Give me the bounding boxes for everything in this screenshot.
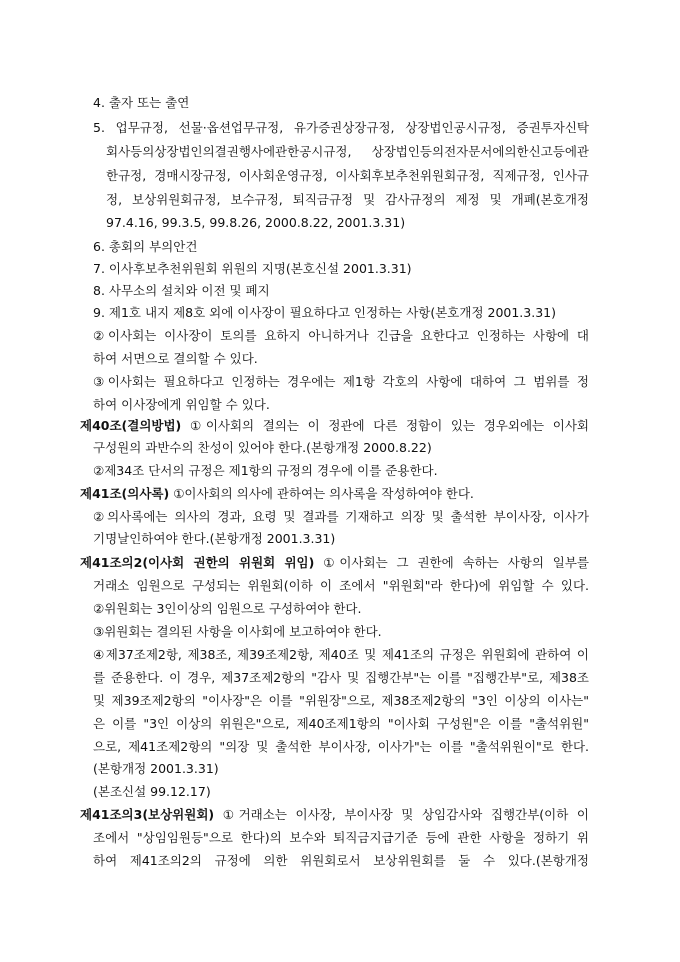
para-3-line-2: 하여 이사장에게 위임할 수 있다. bbox=[93, 397, 270, 412]
new-article-note: (본조신설 99.12.17) bbox=[93, 784, 211, 799]
article-41-2-para-4-line-5: 으로, 제41조제2항의 "의장 및 출석한 부이사장, 이사가"는 이를 "출석위원이"로 한다. bbox=[93, 739, 589, 754]
article-41-3-heading: 제41조의3(보상위원회) bbox=[80, 807, 215, 822]
item-4: 4. 출자 또는 출연 bbox=[93, 95, 190, 110]
para-2-line-2: 하여 서면으로 결의할 수 있다. bbox=[93, 351, 258, 366]
item-5-line-5: 97.4.16, 99.3.5, 99.8.26, 2000.8.22, 2001.3.31) bbox=[106, 215, 406, 230]
article-41-2-line-1 bbox=[80, 555, 589, 571]
article-40-text: ①이사회의 결의는 이 정관에 다른 정함이 있는 경우외에는 이사회 bbox=[189, 418, 589, 433]
article-41-2-text: ①이사회는 그 권한에 속하는 사항의 일부를 bbox=[323, 555, 590, 570]
article-41-text: ①이사회의 의사에 관하여는 의사록을 작성하여야 한다. bbox=[173, 486, 474, 501]
item-8: 8. 사무소의 설치와 이전 및 폐지 bbox=[93, 283, 270, 298]
article-41-2-para-4-line-4: 은 이를 "3인 이상의 위원은"으로, 제40조제1항의 "이사회 구성원"은 이를 "출석위원" bbox=[93, 716, 589, 731]
article-41-2-para-4-line-1: ④제37조제2항, 제38조, 제39조제2항, 제40조 및 제41조의 규정은 위원회에 관하여 이 bbox=[93, 647, 589, 662]
article-41-2-heading: 제41조의2(이사회 권한의 위원회 위임) bbox=[80, 555, 315, 570]
article-41-para-2-line-1: ②의사록에는 의사의 경과, 요령 및 결과를 기재하고 의장 및 출석한 부이사장, 이사가 bbox=[93, 509, 589, 524]
article-41-3-text: ①거래소는 이사장, 부이사장 및 상임감사와 집행간부(이하 이 bbox=[222, 807, 589, 822]
article-41-2-line-2: 거래소 임원으로 구성되는 위원회(이하 이 조에서 "위원회"라 한다)에 위임할 수 있다. bbox=[93, 578, 589, 593]
article-40-line-2: 구성원의 과반수의 찬성이 있어야 한다.(본항개정 2000.8.22) bbox=[93, 440, 432, 455]
article-41-2-para-2: ②위원회는 3인이상의 임원으로 구성하여야 한다. bbox=[93, 601, 362, 616]
amendment-note: (본항개정 2001.3.31) bbox=[93, 761, 219, 776]
article-41-3-line-1 bbox=[80, 807, 589, 823]
item-5-line-2: 회사등의상장법인의결권행사에관한공시규정, 상장법인등의전자문서에의한신고등에관 bbox=[106, 144, 589, 159]
article-40-line-1 bbox=[80, 418, 589, 434]
item-9: 9. 제1호 내지 제8호 외에 이사장이 필요하다고 인정하는 사항(본호개정 2001.3.31) bbox=[93, 305, 556, 320]
article-40-heading: 제40조(결의방법) bbox=[80, 418, 182, 433]
article-40-para-2: ②제34조 단서의 규정은 제1항의 규정의 경우에 이를 준용한다. bbox=[93, 463, 438, 478]
article-41-2-para-4-line-2: 를 준용한다. 이 경우, 제37조제2항의 "감사 및 집행간부"는 이를 "집행간부"로, 제38조 bbox=[93, 670, 589, 685]
item-6: 6. 총회의 부의안건 bbox=[93, 239, 198, 254]
para-3-line-1: ③이사회는 필요하다고 인정하는 경우에는 제1항 각호의 사항에 대하여 그 범위를 정 bbox=[93, 374, 589, 389]
item-5-line-1: 5. 업무규정, 선물·옵션업무규정, 유가증권상장규정, 상장법인공시규정, 증권투자신탁 bbox=[93, 120, 589, 135]
article-41-heading: 제41조(의사록) bbox=[80, 486, 170, 501]
para-2-line-1: ②이사회는 이사장이 토의를 요하지 아니하거나 긴급을 요한다고 인정하는 사항에 대 bbox=[93, 328, 589, 343]
item-5-line-3: 한규정, 경매시장규정, 이사회운영규정, 이사회후보추천위원회규정, 직제규정, 인사규 bbox=[106, 168, 589, 183]
item-5-line-4: 정, 보상위원회규정, 보수규정, 퇴직금규정 및 감사규정의 제정 및 개폐(본호개정 bbox=[106, 192, 589, 207]
article-41-line-1 bbox=[80, 486, 474, 502]
article-41-3-line-2: 조에서 "상임임원등"으로 한다)의 보수와 퇴직금지급기준 등에 관한 사항을 정하기 위 bbox=[93, 830, 589, 845]
article-41-2-para-3: ③위원회는 결의된 사항을 이사회에 보고하여야 한다. bbox=[93, 624, 382, 639]
article-41-para-2-line-2: 기명날인하여야 한다.(본항개정 2001.3.31) bbox=[93, 531, 336, 546]
article-41-3-line-3: 하여 제41조의2의 규정에 의한 위원회로서 보상위원회를 둘 수 있다.(본항개정 bbox=[93, 853, 589, 868]
article-41-2-para-4-line-3: 및 제39조제2항의 "이사장"은 이를 "위원장"으로, 제38조제2항의 "3인 이상의 이사는" bbox=[93, 693, 589, 708]
item-7: 7. 이사후보추천위원회 위원의 지명(본호신설 2001.3.31) bbox=[93, 261, 412, 276]
